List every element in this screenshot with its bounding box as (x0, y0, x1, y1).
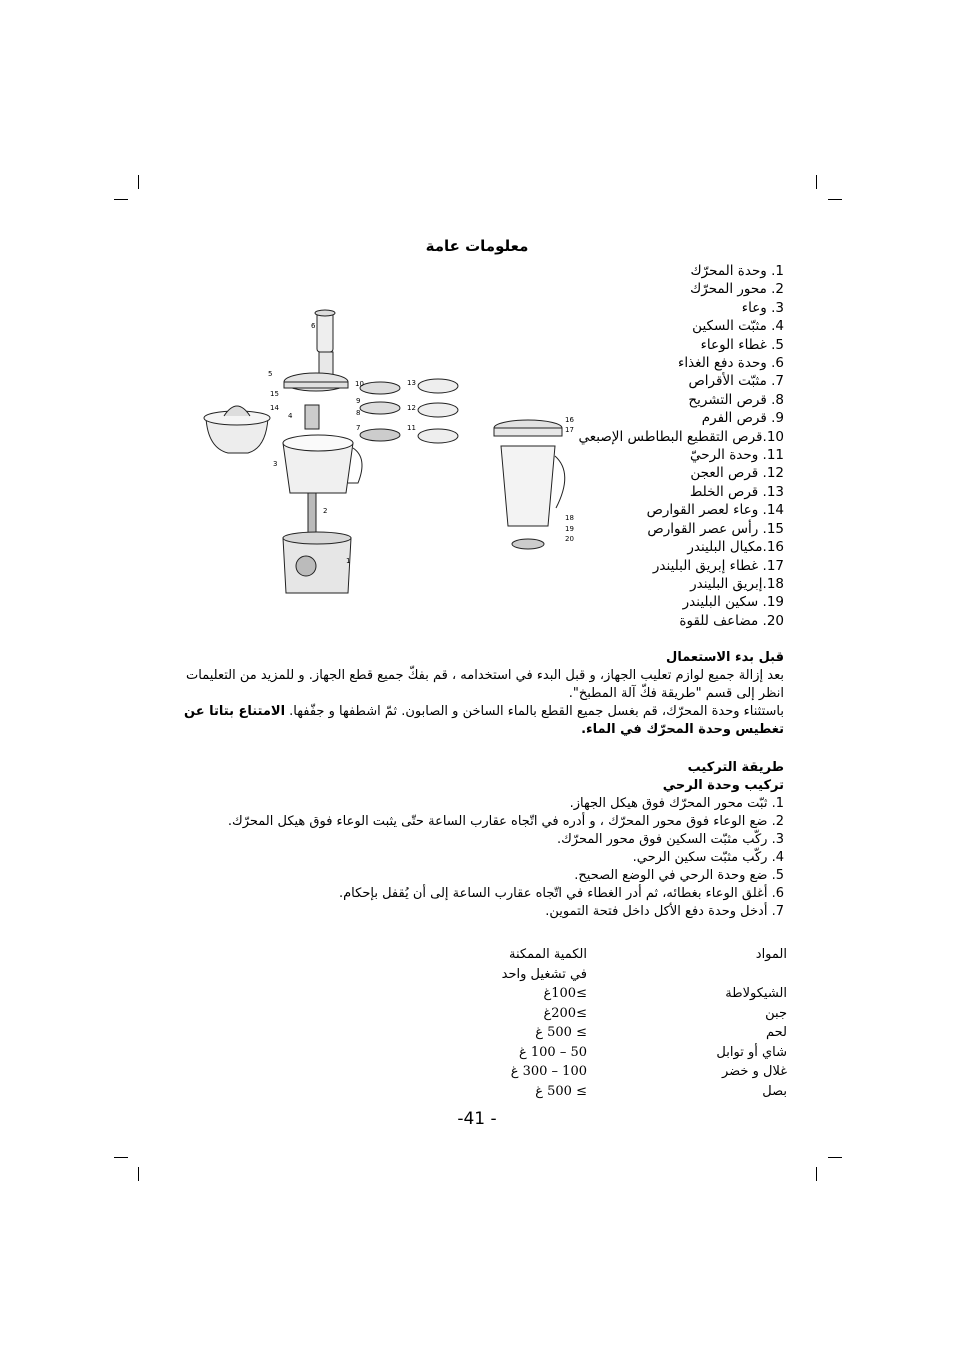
diagram-label: 8 (356, 409, 361, 417)
assembly-step: 7. أدخل وحدة دفع الأكل داخل فتحة التموين. (545, 904, 784, 919)
diagram-label: 3 (273, 460, 278, 468)
feed-tube (319, 352, 333, 376)
header-material: المواد (755, 947, 787, 962)
parts-list-item: 4. مثبّت السكين (692, 318, 784, 335)
header-quantity: الكمية الممكنة (509, 947, 587, 962)
parts-list-item: 11. وحدة الرحيّ (690, 447, 784, 464)
disc-13 (418, 379, 458, 393)
diagram-label: 5 (268, 370, 273, 378)
diagram-label: 9 (356, 397, 361, 405)
assembly-heading: طريقة التركيب (687, 760, 784, 775)
diagram-label: 1 (346, 557, 351, 565)
material-cell: جبن (765, 1005, 787, 1021)
assembly-step: 6. أغلق الوعاء بغطائه، ثم أدر الغطاء في اتّجاه عقارب الساعة إلى أن يُقفل بإحكام. (339, 886, 784, 901)
table-row (495, 986, 787, 1006)
diagram-label: 4 (288, 412, 293, 420)
material-cell: الشيكولاطة (725, 986, 787, 1001)
material-cell: شاي أو توابل (716, 1044, 787, 1060)
diagram-label: 18 (565, 514, 574, 522)
material-cell: بصل (762, 1083, 787, 1099)
table-row (495, 1084, 787, 1104)
parts-list-item: 13. قرص الخلط (689, 483, 784, 500)
quantity-cell: ≥200غ (543, 1005, 587, 1021)
parts-list-item: 20. مضاعف للقوة (679, 612, 784, 629)
before-use-section (174, 649, 784, 739)
quantity-cell: 50 – 100 غ (518, 1044, 587, 1060)
table-header-2 (495, 967, 787, 987)
before-use-warning: الامتناع بتاتا عن تغطيس وحدة المحرّك في الماء. (184, 704, 784, 737)
crop-mark (828, 1157, 842, 1158)
parts-list-item: 14. وعاء لعصر القوارص (646, 502, 784, 519)
crop-mark (828, 199, 842, 200)
diagram-label: 11 (407, 424, 416, 432)
diagram-label: 19 (565, 525, 574, 533)
assembly-step: 3. ركّب مثبّت السكين فوق محور المحرّك. (556, 832, 784, 847)
disc-11 (418, 429, 458, 443)
parts-list-item: 18.إبريق البليندر (690, 575, 784, 592)
table-row (495, 1045, 787, 1065)
table-header (495, 947, 787, 967)
before-use-paragraph-2-text: باستثناء وحدة المحرّك، قم بغسل جميع القطع بالماء الساخن و الصابون. ثمّ اشطفها و جفّفها. (285, 704, 784, 719)
quantity-cell: ≥ 500 غ (535, 1083, 587, 1099)
diagram-label: 16 (565, 416, 574, 424)
disc-12 (418, 403, 458, 417)
diagram-label: 10 (355, 380, 364, 388)
parts-list-item: 8. قرص التشريح (688, 391, 784, 408)
assembly-step: 4. ركّب مثبّت سكين الرحي. (632, 850, 784, 865)
diagram-label: 6 (311, 322, 316, 330)
parts-list-item: 9. قرص الفرم (701, 410, 784, 427)
diagram-label: 12 (407, 404, 416, 412)
disc-9 (360, 402, 400, 414)
parts-list-item: 10.قرص التقطيع البطاطس الإصبعي (578, 428, 784, 445)
assembly-step: 2. ضع الوعاء فوق محور المحرّك ، و أدره في اتّجاه عقارب الساعة حتّى يثبت الوعاء فوق هيكل المحرّك. (227, 814, 784, 829)
before-use-paragraph-2 (174, 703, 784, 739)
material-cell: لحم (765, 1025, 787, 1040)
assembly-subheading: تركيب وحدة الرحي (662, 778, 784, 793)
table-row (495, 1064, 787, 1084)
assembly-step: 5. ضع وحدة الرحي في الوضع الصحيح. (574, 868, 784, 883)
diagram-label: 14 (270, 404, 279, 412)
crop-mark (138, 175, 139, 189)
diagram-label: 7 (356, 424, 361, 432)
crop-mark (816, 175, 817, 189)
parts-list-item: 1. وحدة المحرّك (690, 263, 784, 279)
crop-mark (114, 199, 128, 200)
diagram-label: 13 (407, 379, 416, 387)
quantity-cell: 100 – 300 غ (510, 1064, 587, 1079)
material-cell: غلال و خضر (721, 1064, 787, 1079)
parts-list-item: 17. غطاء إبريق البليندر (652, 557, 784, 574)
diagram-label: 20 (565, 535, 574, 543)
parts-list-item: 15. رأس عصر القوارص (647, 520, 784, 537)
knife-holder (305, 405, 319, 429)
parts-list-item: 5. غطاء الوعاء (700, 336, 784, 353)
diagram-label: 2 (323, 507, 328, 515)
assembly-steps (174, 795, 784, 921)
parts-list-item: 6. وحدة دفع الغذاء (678, 355, 784, 372)
header-quantity-2: في تشغيل واحد (501, 966, 587, 982)
table-row (495, 1006, 787, 1026)
before-use-heading: قبل بدء الاستعمال (666, 650, 784, 665)
parts-list-item: 3. وعاء (741, 299, 784, 316)
food-pusher (317, 312, 333, 352)
appliance-parts-illustration (198, 298, 588, 603)
motor-shaft (308, 493, 316, 533)
diagram-label: 15 (270, 390, 279, 398)
quantity-cell: ≥ 500 غ (535, 1025, 587, 1040)
parts-list-item: 2. محور المحرّك (690, 281, 784, 298)
page-number: -41 - (457, 1109, 497, 1129)
table-body (495, 986, 787, 1103)
motor-unit (283, 538, 351, 593)
table-row (495, 1025, 787, 1045)
assembly-section (174, 759, 784, 921)
quantities-table (495, 947, 787, 1103)
disc-7 (360, 429, 400, 441)
blender-blade (512, 539, 544, 549)
parts-list-item: 12. قرص العجن (690, 465, 784, 482)
assembly-step: 1. ثبّت محور المحرّك فوق هيكل الجهاز. (569, 796, 784, 811)
disc-8 (360, 382, 400, 394)
parts-list-item: 16.مكيال البليندر (687, 539, 784, 556)
crop-mark (138, 1167, 139, 1181)
parts-list-item: 19. سكين البليندر (682, 594, 784, 611)
parts-list-item: 7. مثبّت الأقراص (688, 373, 784, 390)
before-use-paragraph-1: بعد إزالة جميع لوازم تعليب الجهاز، و قبل البدء في استخدامه ، قم بفكّ جميع قطع الجهاز. و للمزيد من التعليمات انظر إلى قسم "طريقة فكّ آلة المطبخ". (186, 668, 784, 701)
blender-jug (501, 446, 555, 526)
quantity-cell: ≥100غ (543, 986, 587, 1001)
page-title: معلومات عامة (425, 237, 529, 255)
diagram-label: 17 (565, 426, 574, 434)
crop-mark (816, 1167, 817, 1181)
crop-mark (114, 1157, 128, 1158)
